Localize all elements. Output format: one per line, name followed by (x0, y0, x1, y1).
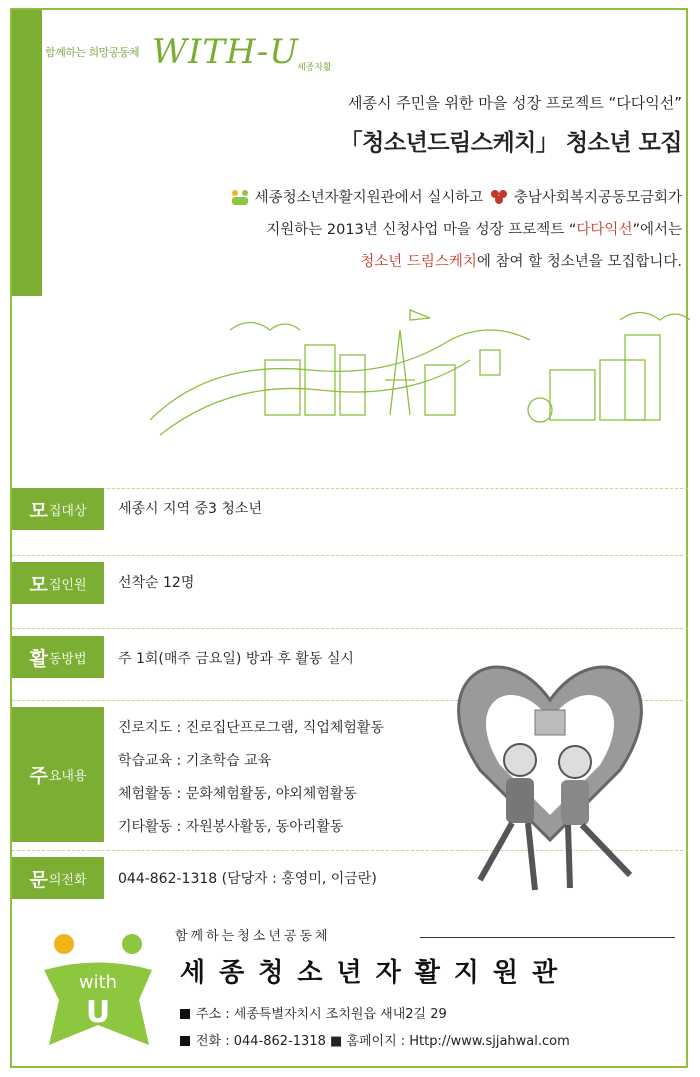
intro-line-2: 지원하는 2013년 신청사업 마을 성장 프로젝트 “다다익선”에서는 (266, 222, 682, 238)
contact-line: 전화 : 044-862-1318 ■ 홈페이지 : Http://www.sjjahwal.com (180, 1030, 570, 1049)
logo-with-text: with (78, 972, 118, 993)
intro-line-3: 청소년 드림스케치에 참여 할 청소년을 모집합니다. (360, 254, 682, 270)
count-label: 모 집인원 (12, 562, 104, 604)
bullet-square-icon (180, 1009, 190, 1019)
list-item: 기타활동 : 자원봉사활동, 동아리활동 (118, 819, 344, 835)
header-jahwal: 세종자활 (297, 63, 332, 73)
divider (12, 488, 688, 489)
with-u-logo-icon (229, 188, 251, 206)
city-illustration (150, 300, 690, 450)
address-line: 주소 : 세종특별자치시 조치원읍 새내2길 29 (180, 1003, 447, 1022)
list-item: 체험활동 : 문화체험활동, 야외체험활동 (118, 786, 357, 802)
intro-paragraph (122, 182, 682, 278)
phone-value: 044-862-1318 (담당자 : 홍영미, 이금란) (118, 871, 377, 887)
bullet-square-icon (180, 1036, 190, 1046)
intro-line-1: 세종청소년자활지원관에서 실시하고 충남사회복지공동모금회가 (122, 182, 682, 214)
count-value: 선착순 12명 (118, 575, 195, 591)
sidebar-accent (12, 10, 42, 296)
page-frame (10, 8, 688, 1068)
header-slogan: 함께하는 희망공동체 (45, 46, 140, 59)
target-value: 세종시 지역 중3 청소년 (118, 501, 262, 517)
org-name: 세종청소년자활지원관 (180, 958, 572, 988)
content-label: 주 요내용 (12, 707, 104, 842)
list-item: 학습교육 : 기초학습 교육 (118, 753, 272, 769)
divider (12, 555, 688, 556)
page-subtitle: 세종시 주민을 위한 마을 성장 프로젝트 “다다익선” (348, 94, 682, 112)
method-value: 주 1회(매주 금요일) 방과 후 활동 실시 (118, 651, 354, 667)
method-label: 활 동방법 (12, 636, 104, 678)
fruit-logo-icon (488, 188, 510, 206)
target-label: 모 집대상 (12, 488, 104, 530)
logo-u-text: U (85, 995, 111, 1030)
heart-couple-illustration (440, 640, 660, 900)
list-item: 진로지도 : 진로집단프로그램, 직업체험활동 (118, 720, 384, 736)
footer-divider (420, 937, 675, 938)
footer-slogan: 함께하는청소년공동체 (175, 929, 331, 944)
page-title: 「청소년드림스케치」 청소년 모집 (339, 130, 682, 156)
content-list (118, 712, 384, 844)
phone-label: 문 의전화 (12, 857, 104, 899)
with-u-logo (34, 930, 164, 1050)
divider (12, 628, 688, 629)
with-u-wordmark: WITH-U (152, 32, 299, 72)
